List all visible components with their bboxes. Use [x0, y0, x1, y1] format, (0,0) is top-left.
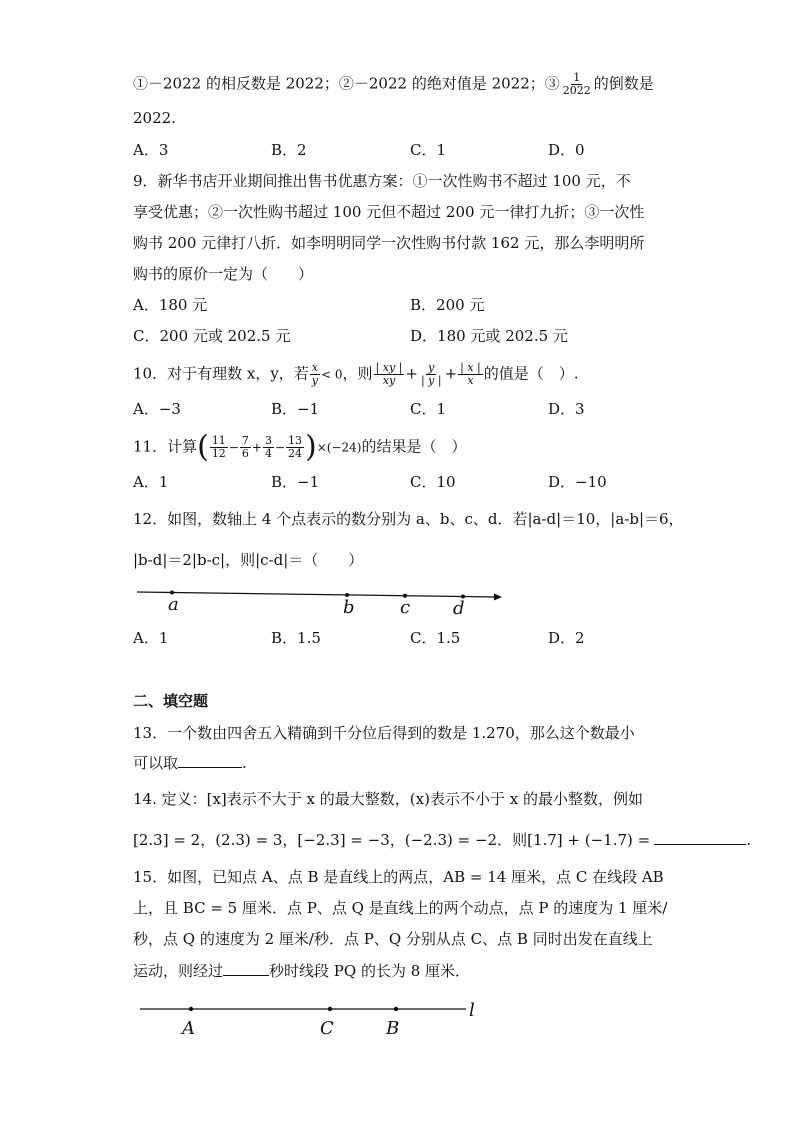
q15-point-b — [394, 1007, 398, 1011]
q12-option-a: A．1 — [133, 629, 169, 647]
q15-line4: 运动，则经过 秒时线段 PQ 的长为 8 厘米． — [133, 962, 471, 980]
q14-answer-blank[interactable] — [654, 830, 746, 845]
q9-line1: 9．新华书店开业期间推出售书优惠方案：①一次性购书不超过 100 元，不 — [133, 172, 631, 190]
q8-text-a: ①－2022 的相反数是 2022；②－2022 的绝对值是 2022；③ — [133, 74, 560, 93]
q14-line1: 14. 定义：[x]表示不大于 x 的最大整数，(x)表示不小于 x 的最小整数，例如 — [133, 790, 643, 808]
q8-option-d: D．0 — [548, 141, 585, 159]
q8-text-b: 的倒数是 — [593, 74, 654, 93]
q9-line4: 购书的原价一定为（ ） — [133, 265, 314, 283]
q13-line1: 13．一个数由四舍五入精确到千分位后得到的数是 1.270，那么这个数最小 — [133, 724, 635, 742]
q9-option-b: B．200 元 — [410, 296, 485, 314]
q10-option-b: B．−1 — [271, 400, 320, 418]
q13-answer-blank[interactable] — [178, 753, 242, 768]
q12-line1: 12．如图，数轴上 4 个点表示的数分别为 a、b、c、d．若|a-d|＝10，|a-b|＝6， — [133, 510, 684, 528]
q9-option-a: A．180 元 — [133, 296, 208, 314]
q11-fraction-2: $\frac{7}{6}$ — [241, 434, 249, 460]
q12-label-a: a — [168, 594, 179, 615]
q10-option-d: D．3 — [548, 400, 585, 418]
q12-axis-arrow — [494, 594, 502, 601]
q12-label-b: b — [343, 597, 355, 618]
q11-fraction-4: $\frac{13}{24}$ — [288, 434, 302, 460]
q12-option-d: D．2 — [548, 629, 585, 647]
q10-cond-fraction: $\frac{x}{y}$ — [311, 361, 319, 387]
q13-line2: 可以取 . — [133, 754, 247, 772]
q12-option-c: C．1.5 — [410, 629, 461, 647]
q12-number-line — [0, 580, 794, 620]
q8-option-b: B．2 — [271, 141, 307, 159]
q10-fraction-1: $\frac{| xy |}{xy}$ — [375, 361, 403, 387]
q11-fraction-1: $\frac{11}{12}$ — [211, 434, 226, 460]
q11-option-a: A．1 — [133, 473, 169, 491]
q10-fraction-2: $\frac{y}{| y |}$ — [420, 361, 442, 387]
q15-label-c: C — [320, 1018, 334, 1039]
q15-line-diagram — [0, 996, 794, 1040]
q11-fraction-3: $\frac{3}{4}$ — [264, 434, 272, 460]
q9-line3: 购书 200 元律打八折．如李明明同学一次性购书付款 162 元，那么李明明所 — [133, 234, 645, 252]
q11-option-c: C．10 — [410, 473, 456, 491]
q9-line2: 享受优惠；②一次性购书超过 100 元但不超过 200 元一律打九折；③一次性 — [133, 203, 645, 221]
q8-option-c: C．1 — [410, 141, 447, 159]
q11-stem: 11．计算( $\frac{11}{12}$ − $\frac{7}{6}$ + $\frac{3}{4}$ − $\frac{13}{24}$ )×(−24)的结果是（ ） — [133, 429, 467, 465]
q9-option-d: D．180 元或 202.5 元 — [410, 327, 568, 345]
q15-point-a — [189, 1007, 193, 1011]
q15-label-l: l — [469, 1000, 475, 1021]
q8-option-a: A．3 — [133, 141, 169, 159]
q15-line1: 15．如图，已知点 A、点 B 是直线上的两点，AB = 14 厘米，点 C 在线段 AB — [133, 868, 664, 886]
q10-stem: 10．对于有理数 x，y，若 $\frac{x}{y}$ < 0，则 $\frac{| xy |}{xy}$ + $\frac{y}{| y |}$ + $\frac{| x |}{x}$ 的值是（ ）. — [133, 361, 579, 387]
q14-line2: [2.3] = 2，(2.3) = 3，[−2.3] = −3，(−2.3) = −2．则[1.7] + (−1.7) = . — [133, 831, 752, 849]
q15-label-a: A — [182, 1018, 195, 1039]
q12-axis-line — [137, 592, 496, 597]
q12-label-d: d — [453, 598, 465, 619]
q15-point-c — [328, 1007, 332, 1011]
q12-label-c: c — [400, 597, 411, 618]
q8-line2: 2022. — [133, 109, 176, 127]
q11-option-b: B．−1 — [271, 473, 320, 491]
section-title-fill-blank: 二、填空题 — [133, 692, 209, 710]
q8-fraction: $\frac{1}{2022}$ — [562, 71, 591, 97]
q15-answer-blank[interactable] — [223, 961, 269, 976]
q10-option-a: A．−3 — [133, 400, 181, 418]
q15-line2: 上，且 BC = 5 厘米．点 P、点 Q 是直线上的两个动点，点 P 的速度为 1 厘米/ — [133, 899, 668, 917]
q9-option-c: C．200 元或 202.5 元 — [133, 327, 291, 345]
q8-line1 — [133, 72, 654, 97]
q11-option-d: D．−10 — [548, 473, 607, 491]
q12-line2: |b-d|＝2|b-c|，则|c-d|＝（ ） — [133, 551, 364, 569]
q15-label-b: B — [386, 1018, 400, 1039]
q10-option-c: C．1 — [410, 400, 447, 418]
q10-fraction-3: $\frac{| x |}{x}$ — [460, 361, 481, 387]
q15-line3: 秒，点 Q 的速度为 2 厘米/秒．点 P、Q 分别从点 C、点 B 同时出发在直线上 — [133, 930, 653, 948]
q12-option-b: B．1.5 — [271, 629, 321, 647]
